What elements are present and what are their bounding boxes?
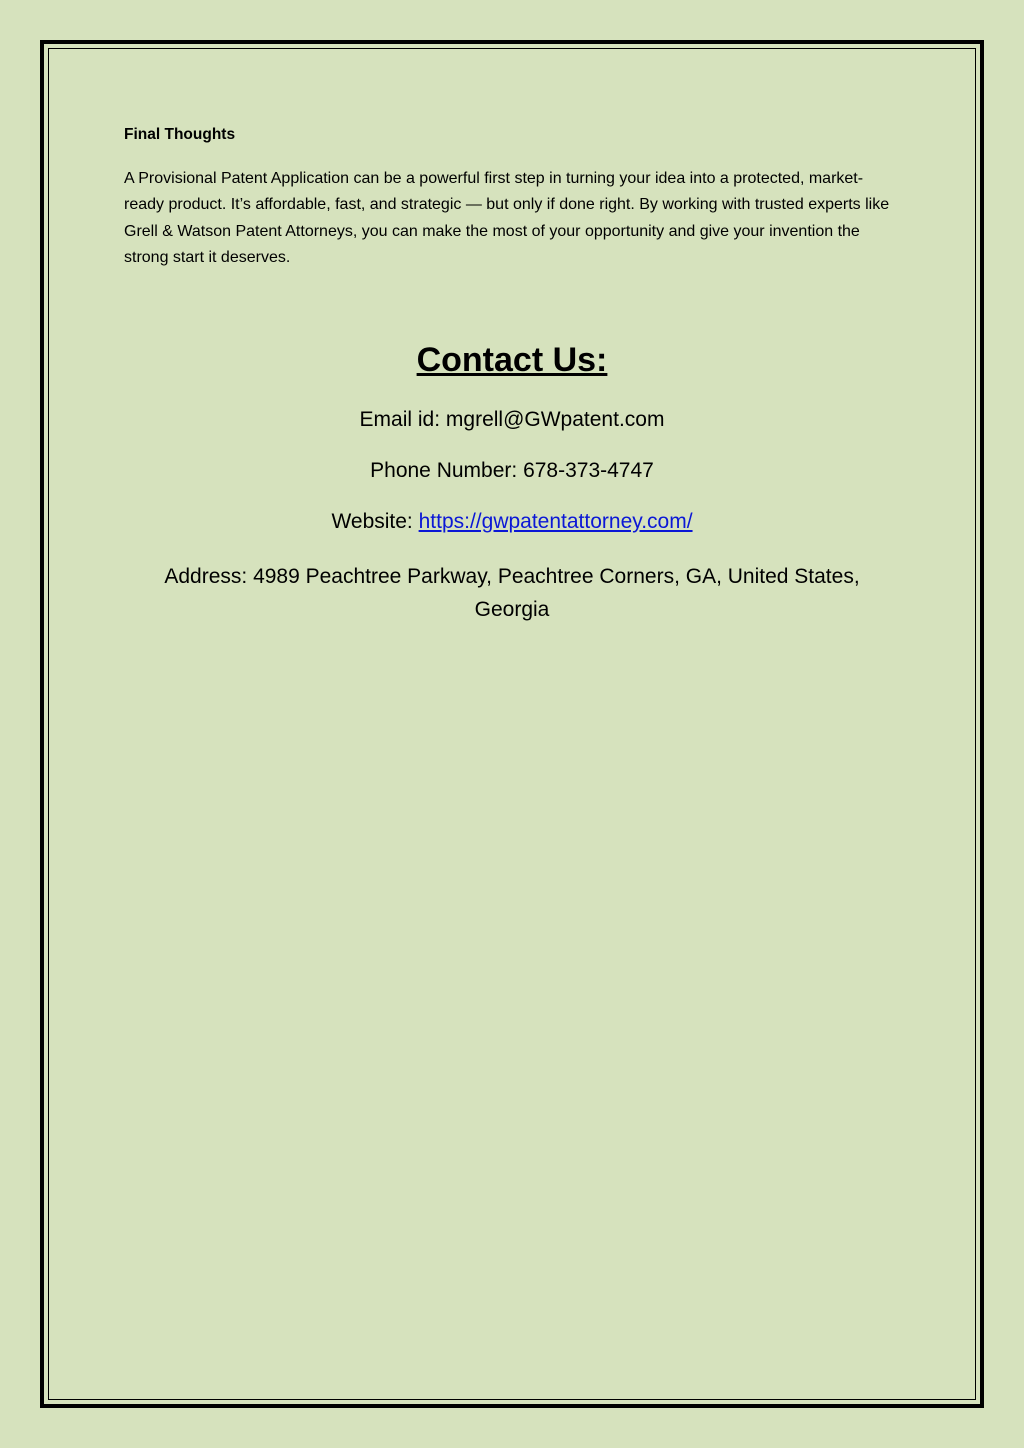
contact-title: Contact Us: bbox=[416, 341, 608, 379]
contact-address bbox=[140, 560, 884, 626]
final-thoughts-section bbox=[124, 124, 894, 271]
address-value: 4989 Peachtree Parkway, Peachtree Corners, GA, United States, Georgia bbox=[253, 565, 860, 621]
contact-phone bbox=[0, 457, 1024, 485]
email-value: mgrell@GWpatent.com bbox=[445, 408, 665, 431]
website-link[interactable]: https://gwpatentattorney.com/ bbox=[418, 510, 693, 533]
phone-value: 678-373-4747 bbox=[523, 459, 654, 482]
contact-website bbox=[0, 508, 1024, 536]
phone-label: Phone Number: bbox=[370, 459, 524, 482]
email-label: Email id: bbox=[359, 408, 446, 431]
section-heading: Final Thoughts bbox=[124, 126, 236, 143]
contact-email bbox=[0, 406, 1024, 434]
address-label: Address: bbox=[164, 565, 254, 588]
body-paragraph: A Provisional Patent Application can be a powerful first step in turning your idea into a protected, market-ready product. It’s affordable, fast, and strategic — but only if done right. By working with trusted experts like Grell & Watson Patent Attorneys, you can make the most of your opportunity and give your invention the strong start it deserves. bbox=[124, 170, 890, 266]
website-label: Website: bbox=[331, 510, 419, 533]
